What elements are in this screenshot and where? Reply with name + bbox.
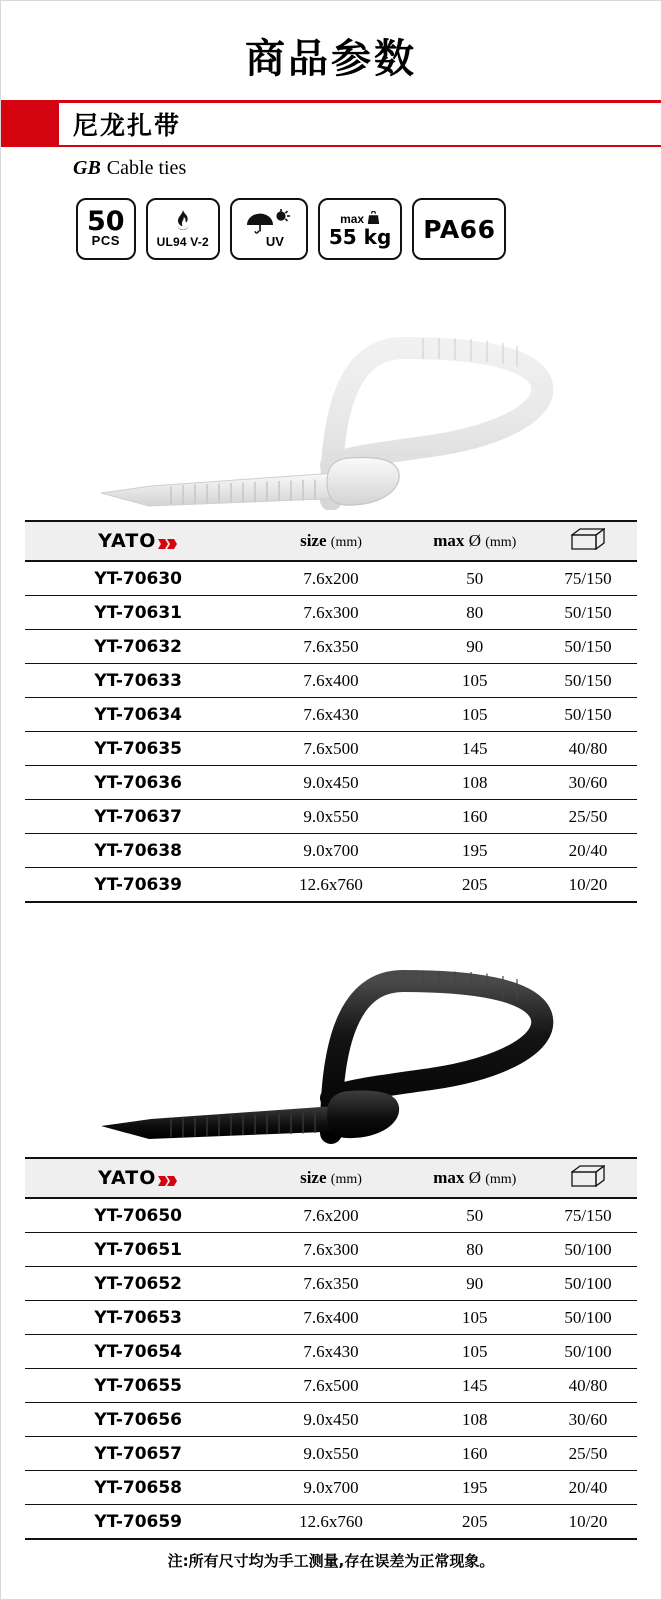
table-row — [25, 834, 637, 868]
product-max-diameter: 205 — [411, 1505, 540, 1540]
product-code: YT-70652 — [25, 1267, 251, 1301]
product-packaging: 30/60 — [539, 766, 637, 800]
product-size: 9.0x450 — [251, 766, 410, 800]
product-size: 7.6x200 — [251, 1198, 410, 1233]
table-row — [25, 1437, 637, 1471]
product-max-diameter: 108 — [411, 766, 540, 800]
product-packaging: 50/150 — [539, 664, 637, 698]
product-max-diameter: 145 — [411, 732, 540, 766]
product-packaging: 50/100 — [539, 1233, 637, 1267]
table-header-row — [25, 521, 637, 561]
white-cable-ties-table — [25, 520, 637, 903]
diameter-symbol: Ø — [468, 1168, 481, 1187]
size-unit: (mm) — [330, 1172, 362, 1187]
product-packaging: 25/50 — [539, 800, 637, 834]
product-size: 7.6x400 — [251, 664, 410, 698]
table-row — [25, 596, 637, 630]
table-row — [25, 1403, 637, 1437]
product-code: YT-70631 — [25, 596, 251, 630]
product-max-diameter: 50 — [411, 561, 540, 596]
diameter-unit: (mm) — [485, 1172, 517, 1187]
max-load-value: 55 kg — [328, 224, 392, 249]
flammability-badge — [146, 198, 220, 260]
diameter-symbol: Ø — [468, 531, 481, 550]
table-row — [25, 1335, 637, 1369]
white-cable-tie-photo — [1, 260, 661, 510]
table-row — [25, 561, 637, 596]
max-load-badge — [318, 198, 402, 260]
max-label: max — [433, 1168, 465, 1187]
table-row — [25, 800, 637, 834]
product-code: YT-70633 — [25, 664, 251, 698]
product-packaging: 40/80 — [539, 1369, 637, 1403]
product-packaging: 50/150 — [539, 596, 637, 630]
table-row — [25, 1301, 637, 1335]
product-max-diameter: 90 — [411, 630, 540, 664]
product-code: YT-70637 — [25, 800, 251, 834]
product-max-diameter: 80 — [411, 1233, 540, 1267]
brand-name: YATO — [98, 1167, 157, 1189]
product-size: 12.6x760 — [251, 1505, 410, 1540]
table-row — [25, 732, 637, 766]
product-max-diameter: 195 — [411, 834, 540, 868]
product-max-diameter: 160 — [411, 1437, 540, 1471]
product-max-diameter: 105 — [411, 1301, 540, 1335]
table-row — [25, 698, 637, 732]
product-code: YT-70654 — [25, 1335, 251, 1369]
feature-badges — [1, 180, 661, 260]
table-row — [25, 1505, 637, 1540]
size-header — [251, 521, 410, 561]
product-max-diameter: 160 — [411, 800, 540, 834]
product-size: 7.6x350 — [251, 1267, 410, 1301]
size-label: size — [300, 1168, 327, 1187]
product-packaging: 10/20 — [539, 868, 637, 903]
pcs-badge — [76, 198, 136, 260]
brand-header — [25, 521, 251, 561]
diameter-unit: (mm) — [485, 535, 517, 550]
product-code: YT-70634 — [25, 698, 251, 732]
brand-name: YATO — [98, 530, 157, 552]
flame-icon — [175, 210, 191, 234]
yato-mark-icon — [158, 1171, 178, 1185]
table-row — [25, 664, 637, 698]
product-size: 7.6x350 — [251, 630, 410, 664]
product-max-diameter: 105 — [411, 664, 540, 698]
product-size: 9.0x550 — [251, 800, 410, 834]
product-code: YT-70635 — [25, 732, 251, 766]
gb-label: GB — [73, 157, 101, 179]
flammability-label: UL94 V-2 — [156, 234, 209, 249]
product-packaging: 50/150 — [539, 630, 637, 664]
product-packaging: 20/40 — [539, 1471, 637, 1505]
table-row — [25, 630, 637, 664]
product-size: 9.0x550 — [251, 1437, 410, 1471]
product-size: 9.0x700 — [251, 1471, 410, 1505]
packaging-header — [539, 521, 637, 561]
product-packaging: 40/80 — [539, 732, 637, 766]
table-row — [25, 1471, 637, 1505]
product-packaging: 75/150 — [539, 561, 637, 596]
table-row — [25, 1198, 637, 1233]
product-max-diameter: 105 — [411, 698, 540, 732]
product-size: 7.6x200 — [251, 561, 410, 596]
max-diameter-header — [411, 521, 540, 561]
white-cable-ties-table-wrap — [1, 510, 661, 903]
black-cable-tie-photo — [1, 903, 661, 1153]
product-code: YT-70651 — [25, 1233, 251, 1267]
pcs-value: 50 — [87, 206, 125, 237]
product-max-diameter: 105 — [411, 1335, 540, 1369]
box-icon — [571, 1172, 605, 1191]
product-code: YT-70656 — [25, 1403, 251, 1437]
product-code: YT-70630 — [25, 561, 251, 596]
product-max-diameter: 50 — [411, 1198, 540, 1233]
product-code: YT-70650 — [25, 1198, 251, 1233]
table-row — [25, 1233, 637, 1267]
product-code: YT-70655 — [25, 1369, 251, 1403]
measurement-footnote: 注:所有尺寸均为手工测量,存在误差为正常现象。 — [167, 1552, 495, 1570]
product-code: YT-70659 — [25, 1505, 251, 1540]
uv-label: UV — [265, 234, 284, 249]
product-packaging: 10/20 — [539, 1505, 637, 1540]
product-packaging: 50/100 — [539, 1301, 637, 1335]
product-name-bar — [1, 103, 661, 145]
product-size: 7.6x300 — [251, 1233, 410, 1267]
red-accent-block — [1, 103, 59, 145]
product-size: 9.0x700 — [251, 834, 410, 868]
max-diameter-header — [411, 1158, 540, 1198]
table-header-row — [25, 1158, 637, 1198]
table-row — [25, 1369, 637, 1403]
product-code: YT-70638 — [25, 834, 251, 868]
product-size: 7.6x400 — [251, 1301, 410, 1335]
uv-badge — [230, 198, 308, 260]
box-icon — [571, 535, 605, 554]
product-max-diameter: 80 — [411, 596, 540, 630]
product-packaging: 75/150 — [539, 1198, 637, 1233]
product-size: 7.6x430 — [251, 698, 410, 732]
product-size: 7.6x500 — [251, 732, 410, 766]
material-label: PA66 — [423, 214, 496, 244]
max-label: max — [340, 211, 365, 226]
product-code: YT-70653 — [25, 1301, 251, 1335]
black-cable-ties-table-wrap — [1, 1153, 661, 1540]
product-code: YT-70639 — [25, 868, 251, 903]
product-max-diameter: 90 — [411, 1267, 540, 1301]
pcs-unit: PCS — [91, 233, 120, 248]
product-name-en: Cable ties — [106, 157, 187, 179]
table-row — [25, 766, 637, 800]
product-max-diameter: 205 — [411, 868, 540, 903]
product-code: YT-70636 — [25, 766, 251, 800]
product-size: 7.6x300 — [251, 596, 410, 630]
table-row — [25, 868, 637, 903]
product-name-en-row — [1, 147, 661, 180]
product-size: 7.6x430 — [251, 1335, 410, 1369]
product-max-diameter: 145 — [411, 1369, 540, 1403]
product-packaging: 25/50 — [539, 1437, 637, 1471]
product-size: 9.0x450 — [251, 1403, 410, 1437]
product-packaging: 20/40 — [539, 834, 637, 868]
material-badge — [412, 198, 506, 260]
product-code: YT-70658 — [25, 1471, 251, 1505]
product-code: YT-70657 — [25, 1437, 251, 1471]
product-name-cn: 尼龙扎带 — [73, 111, 182, 140]
yato-mark-icon — [158, 534, 178, 548]
product-code: YT-70632 — [25, 630, 251, 664]
product-max-diameter: 108 — [411, 1403, 540, 1437]
page-title: 商品参数 — [245, 36, 417, 82]
max-label: max — [433, 531, 465, 550]
size-label: size — [300, 531, 327, 550]
packaging-header — [539, 1158, 637, 1198]
black-cable-ties-table — [25, 1157, 637, 1540]
product-packaging: 50/150 — [539, 698, 637, 732]
product-max-diameter: 195 — [411, 1471, 540, 1505]
size-unit: (mm) — [330, 535, 362, 550]
size-header — [251, 1158, 410, 1198]
product-packaging: 50/100 — [539, 1267, 637, 1301]
product-packaging: 30/60 — [539, 1403, 637, 1437]
product-packaging: 50/100 — [539, 1335, 637, 1369]
brand-header — [25, 1158, 251, 1198]
table-row — [25, 1267, 637, 1301]
product-size: 12.6x760 — [251, 868, 410, 903]
product-size: 7.6x500 — [251, 1369, 410, 1403]
